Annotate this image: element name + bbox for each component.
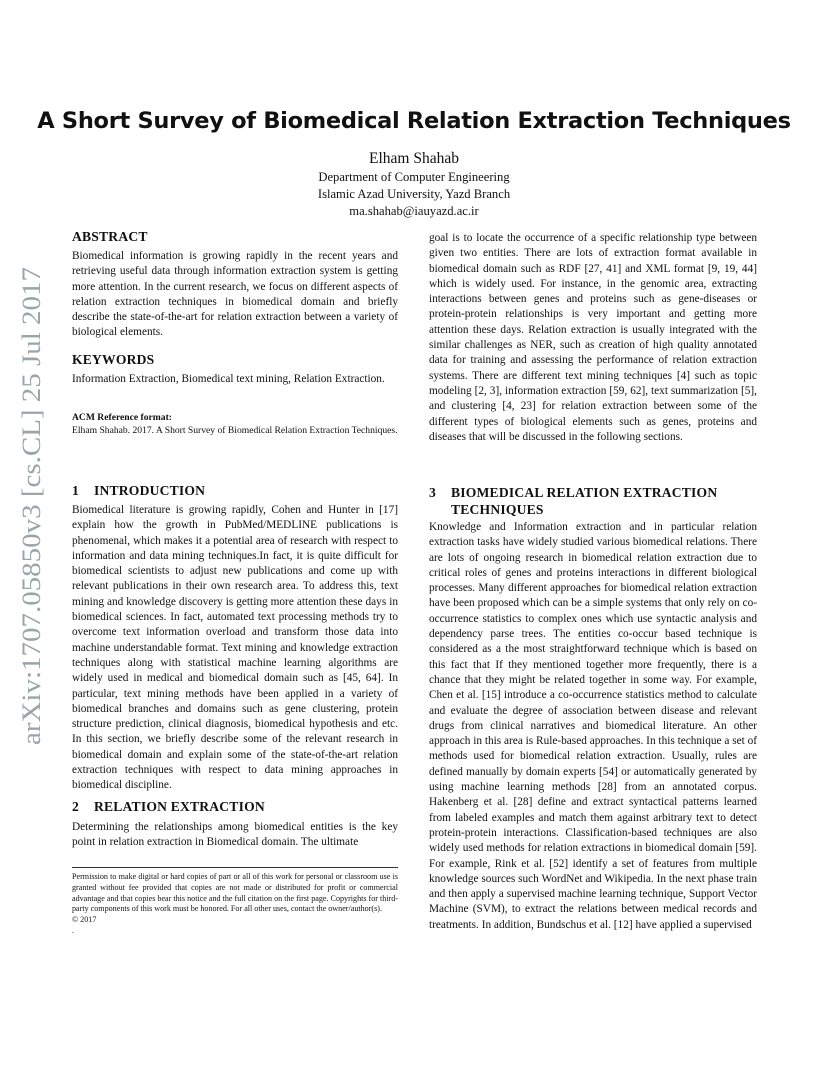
keywords-text <box>72 372 398 387</box>
abstract-paragraph: Biomedical information is growing rapidly in the recent years and retrieving useful data through information extraction system is getting more attention. In the current research, we focus on different aspects of relation extraction techniques in biomedical domain and briefly describe the state-of-the-art for relation extraction between a variety of biological elements. <box>72 250 398 339</box>
author-department: Department of Computer Engineering <box>318 170 510 184</box>
arxiv-stamp <box>10 265 50 745</box>
arxiv-stamp-text: arXiv:1707.05850v3 [cs.CL] 25 Jul 2017 <box>17 316 46 745</box>
section-3-title-line2: TECHNIQUES <box>451 502 544 517</box>
section-1-number: 1 <box>72 483 79 498</box>
section-2-text-right <box>429 231 757 445</box>
footnote-copyright: © 2017 <box>72 915 97 925</box>
abstract-heading: ABSTRACT <box>72 229 148 244</box>
footnote <box>72 872 398 937</box>
section-1-heading <box>72 483 398 499</box>
section-2-paragraph-right: goal is to locate the occurrence of a specific relationship type between given two entities. There are lots of extraction format available in biomedical domain such as RDF [27, 41] and XML format [9, 19, 44] which is widely used. For instance, in the genomic area, extracting interactions between genes and proteins such as gene-diseases or protein-protein relationships is very important and getting more attention these days. Relation extraction is usually integrated with the similar challenges as NER, such as creation of high quality annotated data for training and assessing the performance of relation extraction systems. There are different text mining techniques [4] such as topic modeling [2, 3], information extraction [59, 62], text summarization [5], and clustering [4, 23] for relation extraction between some of the different types of biological elements such as genes, proteins and diseases that will be discussed in the following sections. <box>429 232 757 443</box>
section-2-heading <box>72 799 398 815</box>
section-2-text-left <box>72 820 398 851</box>
section-2-paragraph-left: Determining the relationships among biomedical entities is the key point in relation extraction in Biomedical domain. The ultimate <box>72 821 398 849</box>
acm-reference-text <box>72 425 398 438</box>
footnote-rule <box>72 867 398 868</box>
section-3-number: 3 <box>429 485 436 500</box>
section-2-number: 2 <box>72 799 79 814</box>
section-3-paragraph: Knowledge and Information extraction and in particular relation extraction tasks have widely studied various biomedical relations. There are lots of ongoing research in biomedical relation extraction due to critical roles of genes and proteins interactions in different biological processes. Many different approaches for biomedical relation extraction have been proposed which can be a simple systems that only rely on co-occurrence statistics to complex ones which use syntactic analysis and dependency parse trees. The entities co-occur based technique is considered as a the most straightforward technique which is based on this fact that If they mentioned together more frequently, there is a chance that they might be related together in some way. For example, Chen et al. [15] introduce a co-occurrence statistics method to calculate and evaluate the degree of association between disease and relevant drugs from clinical narratives and biomedical literature. An other approach in this area is Rule-based approaches. In this technique a set of methods used for biomedical relation extraction. Usually, rules are defined manually by domain experts [54] or automatically generated by using machine learning methods [28] from an annotated corpus. Hakenberg et al. [28] define and extract syntactical patterns learned from labeled examples and match them against arbitrary text to detect protein-protein interactions. Classification-based techniques are also widely used methods for relation extractions in biomedical domain [59]. For example, Rink et al. [52] identify a set of features from multiple knowledge sources such WordNet and Wikipedia. In the next phase train and then apply a supervised machine learning technique, Support Vector Machine (SVM), to extract the relations between medical records and treatments. In addition, Bundschus et al. [12] have applied a supervised <box>429 521 757 931</box>
section-1-paragraph: Biomedical literature is growing rapidly, Cohen and Hunter in [17] explain how the growth in PubMed/MEDLINE publications is phenomenal, which makes it a potential area of research with respect to information and data mining techniques.In fact, it is quite difficult for biomedical scientists to adjust new publications and come up with relevant publications in their own research area. To address this, text mining and knowledge discovery is getting more attention these days in biomedical sciences. In fact, automated text processing methods try to overcome text information overload and transform those data into machine understandable format. Text mining and knowledge extraction techniques along with statistical machine learning algorithms are widely used in medical and biomedical domain such as [45, 64]. In particular, text mining methods have been applied in a variety of biomedical branches and domains such as gene clustering, protein structure prediction, clinical diagnosis, biomedical hypothesis and etc. In this section, we briefly describe some of the relevant research in biomedical domain and explain some of the state-of-the-art relation extraction techniques with respect to data mining approaches in biomedical discipline. <box>72 504 398 792</box>
section-1-text <box>72 503 398 794</box>
section-3-heading <box>429 484 757 518</box>
author-email: ma.shahab@iauyazd.ac.ir <box>349 204 479 218</box>
author-name: Elham Shahab <box>369 150 459 167</box>
section-2-title: RELATION EXTRACTION <box>94 799 265 814</box>
footnote-dot: . <box>72 925 75 935</box>
acm-reference-paragraph: Elham Shahab. 2017. A Short Survey of Biomedical Relation Extraction Techniques. <box>72 425 398 436</box>
keywords-heading: KEYWORDS <box>72 352 155 367</box>
footnote-permission: Permission to make digital or hard copies of part or all of this work for personal or classroom use is granted without fee provided that copies are not made or distributed for profit or commercial advantage and that copies bear this notice and the full citation on the first page. Copyrights for third-party components of this work must be honored. For all other uses, contact the owner/author(s). <box>72 872 398 914</box>
section-3-text <box>429 520 757 933</box>
abstract-text <box>72 249 398 341</box>
section-1-title: INTRODUCTION <box>94 483 206 498</box>
acm-reference-heading: ACM Reference format: <box>72 412 172 423</box>
author-university: Islamic Azad University, Yazd Branch <box>317 187 511 201</box>
section-3-title-line1: BIOMEDICAL RELATION EXTRACTION <box>451 485 718 500</box>
keywords-paragraph: Information Extraction, Biomedical text mining, Relation Extraction. <box>72 373 385 385</box>
paper-title: A Short Survey of Biomedical Relation Extraction Techniques <box>37 108 791 134</box>
